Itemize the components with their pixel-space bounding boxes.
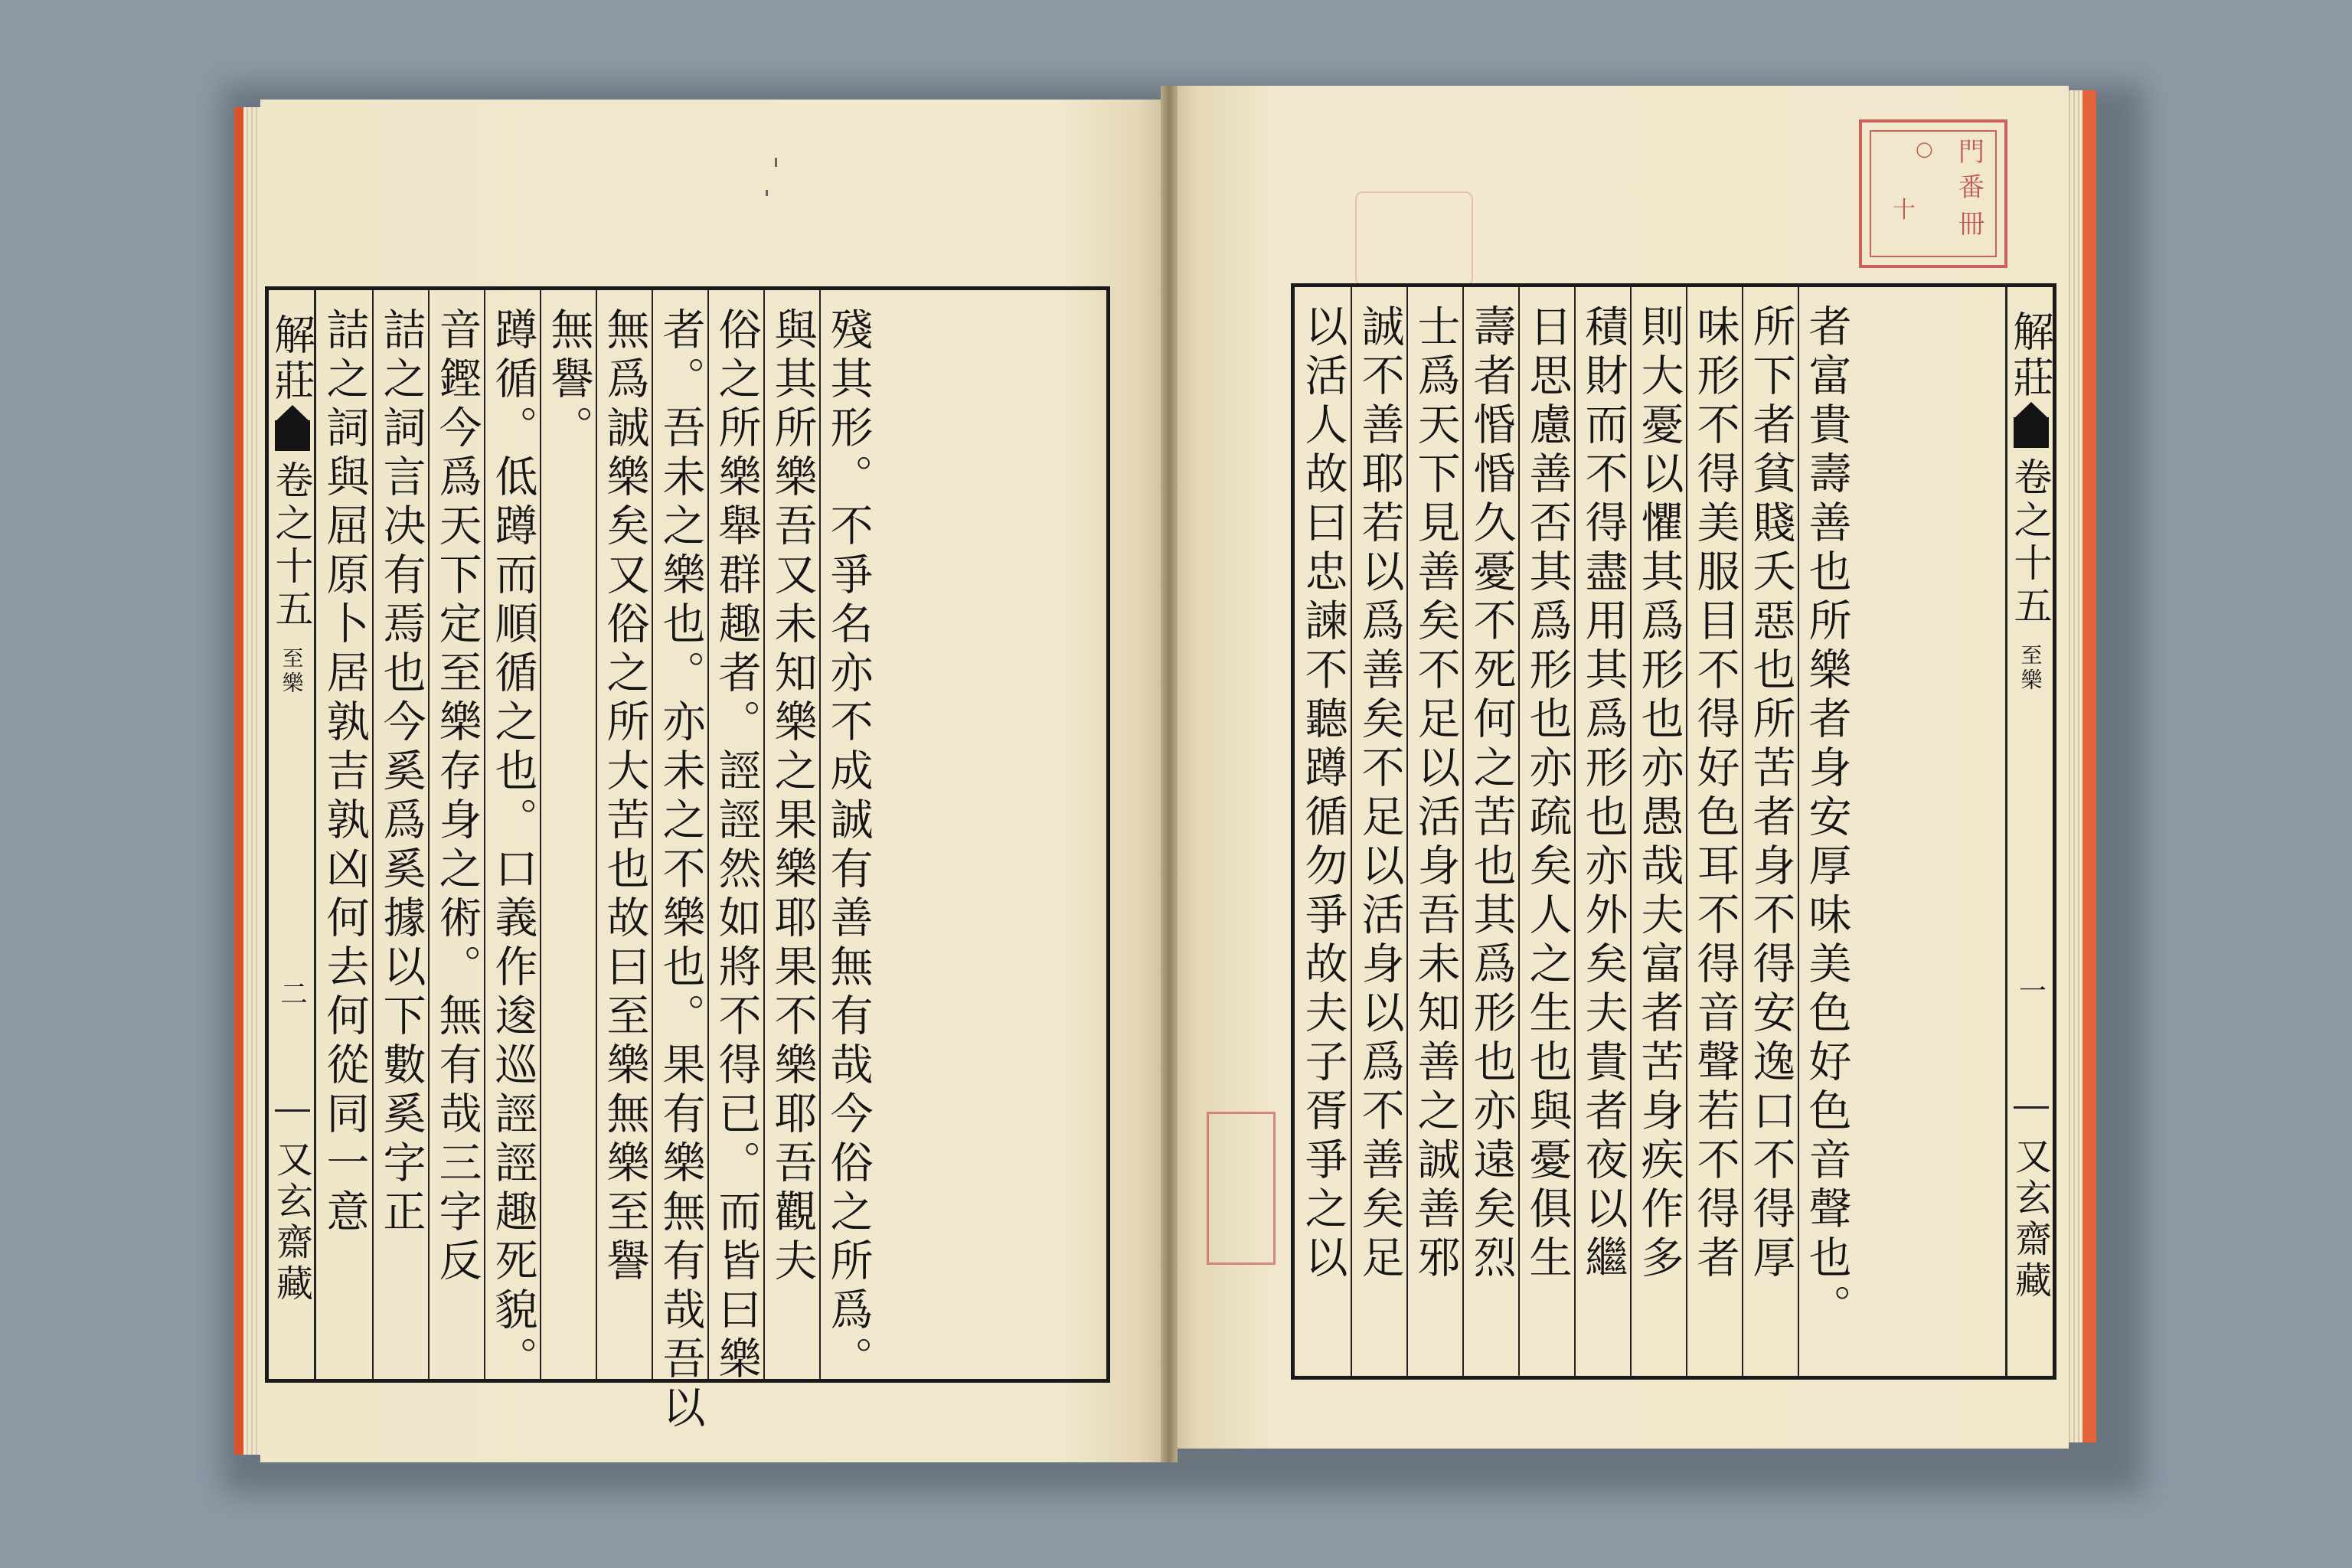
text-column <box>428 290 484 1379</box>
column-text: 者富貴壽善也所樂者身安厚味美色好色音聲也。 <box>1802 304 1852 1333</box>
text-column <box>819 290 875 1385</box>
text-column <box>1518 287 1574 1376</box>
banshin-volume: 卷之十五 <box>2007 457 2053 629</box>
book-gutter <box>1161 86 1178 1462</box>
column-text: 與其所樂吾又未知樂之果樂耶果不樂耶吾觀夫 <box>767 307 818 1287</box>
banshin-chapter: 至樂 <box>279 647 305 696</box>
text-column <box>540 290 596 1379</box>
column-text: 殘其形。不爭名亦不成誠有善無有哉今俗之所爲。 <box>823 307 874 1385</box>
right-page-frame <box>1291 283 2056 1380</box>
column-text: 詰之詞言决有焉也今奚爲奚據以下數奚字正 <box>376 307 426 1238</box>
banshin-chapter: 至樂 <box>2017 644 2043 693</box>
text-column <box>763 290 819 1379</box>
banshin-page-number: 一 <box>2014 976 2047 1005</box>
banshin-publisher: 又玄齋藏 <box>2008 1137 2052 1302</box>
column-text: 士爲天下見善矣不足以活身吾未知善之誠善邪 <box>1410 304 1461 1284</box>
left-banshin <box>269 290 316 1379</box>
text-column <box>316 290 372 1379</box>
page-speck <box>775 158 777 167</box>
column-text: 者。吾未之樂也。亦未之不樂也。果有樂無有哉吾以 <box>655 307 706 1434</box>
gutter-seal <box>1207 1112 1276 1265</box>
column-text: 所下者貧賤夭惡也所苦者身不得安逸口不得厚 <box>1746 304 1796 1284</box>
column-text: 俗之所樂舉群趣者。誙誙然如將不得已。而皆曰樂 <box>711 307 762 1385</box>
banshin-page-number: 二 <box>276 979 308 1008</box>
banshin-rule <box>275 1109 310 1112</box>
page-speck <box>766 190 768 196</box>
banshin-fish-tail-icon <box>2014 417 2049 448</box>
banshin-publisher: 又玄齋藏 <box>270 1140 313 1305</box>
text-column <box>1574 287 1630 1376</box>
banshin-fish-tail-icon <box>275 405 310 422</box>
left-page-frame <box>265 286 1110 1434</box>
banshin-fish-tail-icon <box>2014 402 2049 419</box>
text-column <box>1462 287 1518 1376</box>
text-column <box>1686 287 1742 1376</box>
library-seal: 門 ○ 番 冊 十 <box>1859 119 2007 268</box>
banshin-rule <box>2014 1106 2049 1109</box>
faint-seal-imprint <box>1355 191 1473 286</box>
column-text: 無爲誠樂矣又俗之所大苦也故曰至樂無樂至譽 <box>599 307 650 1287</box>
column-text: 積財而不得盡用其爲形也亦外矣夫貴者夜以繼 <box>1578 304 1628 1284</box>
text-column <box>596 290 652 1379</box>
right-banshin <box>2005 287 2053 1376</box>
text-column <box>1742 287 1798 1376</box>
right-text-columns <box>1295 287 2005 1376</box>
banshin-fish-tail-icon <box>275 420 310 451</box>
column-text: 日思慮善否其爲形也亦疏矣人之生也與憂俱生 <box>1522 304 1573 1284</box>
column-text: 無譽。 <box>544 307 594 454</box>
column-text: 音鏗今爲天下定至樂存身之術。無有哉三字反 <box>432 307 482 1287</box>
column-text: 以活人故曰忠諫不聽蹲循勿爭故夫子胥爭之以 <box>1298 304 1348 1284</box>
left-text-columns <box>316 290 1106 1434</box>
text-column <box>1406 287 1462 1376</box>
text-column <box>372 290 428 1379</box>
column-text: 誠不善耶若以爲善矣不足以活身以爲不善矣足 <box>1354 304 1405 1284</box>
banshin-title: 解莊 <box>2006 310 2055 402</box>
text-column <box>1295 287 1351 1376</box>
text-column <box>1351 287 1406 1376</box>
text-column <box>484 290 540 1385</box>
text-column <box>707 290 763 1385</box>
column-text: 詰之詞與屈原卜居孰吉孰凶何去何從同一意 <box>319 307 370 1238</box>
column-text: 味形不得美服目不得好色耳不得音聲若不得者 <box>1690 304 1740 1284</box>
banshin-volume: 卷之十五 <box>269 460 314 632</box>
column-text: 則大憂以懼其爲形也亦愚哉夫富者苦身疾作多 <box>1634 304 1684 1284</box>
column-text: 蹲循。低蹲而順循之也。口義作逡巡誙誙趣死貌。 <box>488 307 538 1385</box>
banshin-title: 解莊 <box>267 313 316 405</box>
column-text: 壽者惛惛久憂不死何之苦也其爲形也亦遠矣烈 <box>1466 304 1517 1284</box>
text-column <box>652 290 707 1434</box>
text-column <box>1798 287 1854 1376</box>
text-column <box>1630 287 1686 1376</box>
